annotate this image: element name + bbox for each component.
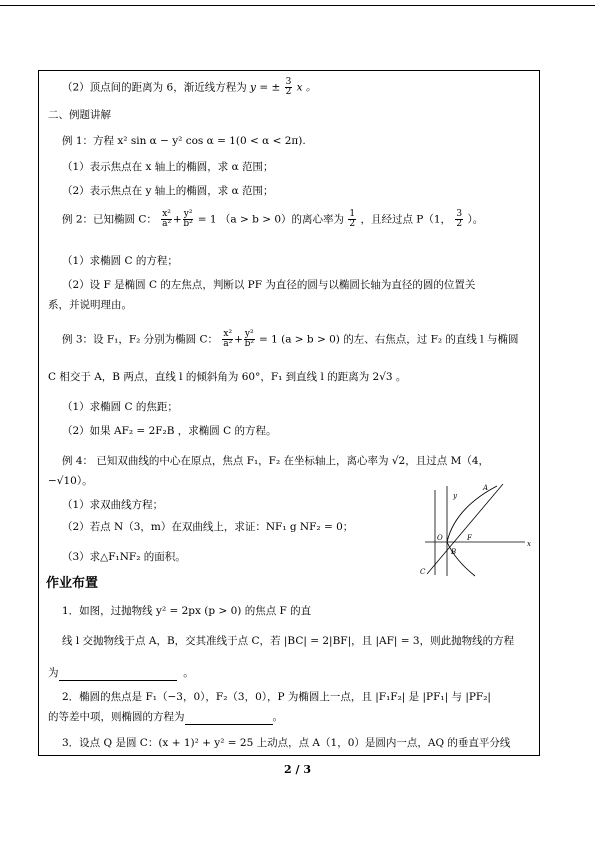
answer-blank[interactable] [185, 710, 273, 725]
text: = 1 （a > b > 0）的离心率为 [197, 213, 345, 226]
denominator: 2 [349, 219, 356, 229]
label-x: x [527, 540, 531, 548]
label-F: F [467, 534, 472, 542]
fraction [161, 210, 172, 229]
numerator: 1 [349, 209, 356, 219]
homework-heading: 作业布置 [46, 576, 99, 591]
page-number: 2 / 3 [284, 763, 311, 776]
example-3-q1: （1）求椭圆 C 的焦距； [62, 401, 178, 413]
text: = 1 (a > b > 0) 的左、右焦点，过 F₂ 的直线 l 与椭圆 [258, 333, 519, 346]
numerator: x² [162, 209, 171, 219]
denominator: a² [223, 339, 233, 349]
example-4-q3: （3）求△F₁NF₂ 的面积。 [62, 551, 186, 563]
answer-blank[interactable] [59, 666, 177, 681]
example-2-q2-cont: 系，并说明理由。 [48, 299, 132, 311]
example-3-cont: C 相交于 A，B 两点，直线 l 的倾斜角为 60°，F₁ 到直线 l 的距离为 2√3 。 [48, 371, 407, 383]
hw-1-cont: 线 l 交抛物线于点 A，B，交其准线于点 C，若 |BC| = 2|BF|，且 |AF| = 3，则此抛物线的方程 [62, 635, 515, 647]
label-O: O [437, 534, 443, 542]
example-3-q2: （2）如果 AF₂ = 2F₂B ，求椭圆 C 的方程。 [62, 425, 277, 437]
numerator: 3 [456, 209, 463, 219]
text: 为 [48, 667, 59, 679]
text: 例 3：设 F₁，F₂ 分别为椭圆 C： [62, 333, 219, 346]
equation-part: x 。 [296, 81, 317, 94]
label-A: A [483, 484, 489, 492]
example-2: 例 2：已知椭圆 C： $\frac{\text{x²}}{\text{a²}}$ + $\frac{\text{y²}}{\text{b²}}$ = 1 （a > b > 0）的离心率为 $\frac{1}{2}$ ，且经过点 P（1， $\frac{3}{2}$ ）。 [62, 209, 484, 229]
numerator: 3 [285, 77, 292, 87]
parabola-figure [415, 480, 535, 580]
example-2-q2: （2）设 F 是椭圆 C 的左焦点，判断以 PF 为直径的圆与以椭圆长轴为直径的圆的位置关 [62, 279, 476, 291]
example-4-cont: −√10）。 [48, 475, 93, 487]
fraction [285, 78, 293, 97]
example-1-q2: （2）表示焦点在 y 轴上的椭圆，求 α 范围； [62, 185, 274, 197]
hw-2: 2．椭圆的焦点是 F₁（−3，0），F₂（3，0），P 为椭圆上一点，且 |F₁F₂| 是 |PF₁| 与 |PF₂| [62, 691, 491, 703]
fraction [244, 330, 255, 349]
example-3: 例 3：设 F₁，F₂ 分别为椭圆 C： $\frac{\text{x²}}{\text{a²}}$ + $\frac{\text{y²}}{\text{b²}}$ = 1 (a > b > 0) 的左、右焦点，过 F₂ 的直线 l 与椭圆 [62, 329, 519, 349]
fraction [348, 210, 356, 229]
text: 。 [183, 667, 194, 679]
text: 例 2：已知椭圆 C： [62, 213, 157, 226]
text: ，且经过点 P（1， [360, 213, 452, 226]
fraction [455, 210, 463, 229]
hw-1-answer [48, 666, 194, 681]
hw-3: 3．设点 Q 是圆 C：(x + 1)² + y² = 25 上动点，点 A（1，0）是圆内一点，AQ 的垂直平分线 [62, 737, 511, 749]
chord-line [427, 484, 503, 574]
fraction [222, 330, 233, 349]
label-y: y [453, 492, 457, 500]
numerator: x² [223, 329, 233, 339]
fraction [183, 210, 194, 229]
denominator: a² [162, 219, 172, 229]
denominator: b² [244, 339, 254, 349]
example-1-q1: （1）表示焦点在 x 轴上的椭圆，求 α 范围； [62, 161, 274, 173]
numerator: y² [183, 209, 193, 219]
section-heading: 二、例题讲解 [48, 109, 111, 121]
header-rule [0, 5, 595, 6]
example-4-q2: （2）若点 N（3，m）在双曲线上，求证：NF₁ g NF₂ = 0； [62, 521, 354, 533]
text: 。 [272, 711, 283, 723]
example-4: 例 4： 已知双曲线的中心在原点，焦点 F₁，F₂ 在坐标轴上，离心率为 √2，且过点 M（4， [62, 455, 489, 467]
denominator: b² [183, 219, 193, 229]
numerator: y² [244, 329, 254, 339]
equation-part: y = ± [250, 81, 281, 94]
denominator: 2 [456, 219, 463, 229]
hw-1: 1．如图，过抛物线 y² = 2px (p > 0) 的焦点 F 的直 [62, 605, 312, 617]
line-text: （2）顶点间的距离为 6，渐近线方程为 [62, 81, 247, 94]
example-4-q1: （1）求双曲线方程； [62, 499, 164, 511]
text: ）。 [467, 213, 484, 226]
text: 的等差中项，则椭圆的方程为 [48, 711, 185, 723]
label-B: B [451, 548, 457, 556]
example-1: 例 1：方程 x² sin α − y² cos α = 1(0 < α < 2π). [62, 135, 306, 147]
label-C: C [420, 568, 426, 576]
vertex-distance-line [62, 78, 316, 97]
hw-2-answer [48, 710, 283, 725]
example-2-q1: （1）求椭圆 C 的方程； [62, 255, 178, 267]
denominator: 2 [285, 87, 292, 97]
